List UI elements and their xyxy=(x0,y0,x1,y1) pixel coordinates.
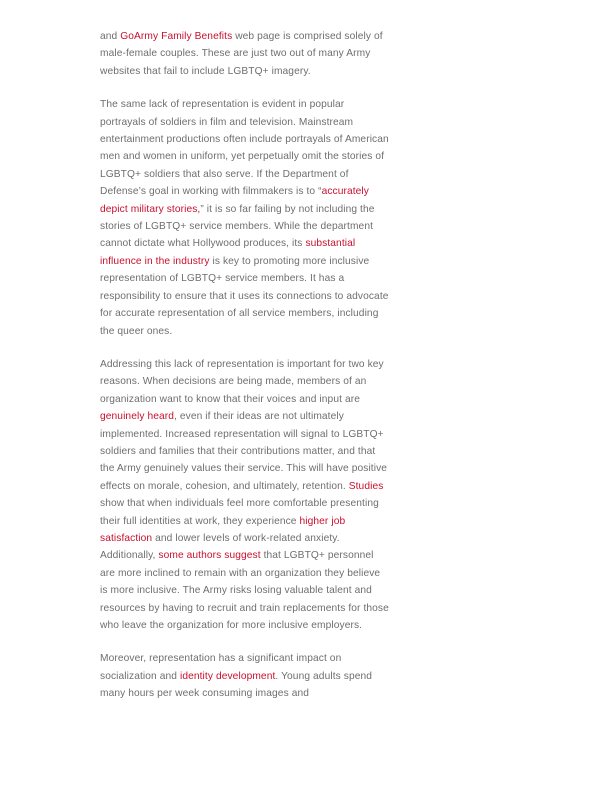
link-identity-development[interactable]: identity development xyxy=(179,670,276,682)
paragraph-1 xyxy=(100,28,390,80)
text: , even if their ideas are not ultimately implemented. Increased representation will signal to LGBTQ+ soldiers and families that their contributions matter, and that the Army genuinely values their service. This will have positive effects on morale, cohesion, and ultimately, retention. xyxy=(100,411,388,492)
text: show that when individuals feel more comfortable presenting their full identities at work, they experience xyxy=(100,498,379,527)
link-studies[interactable]: Studies xyxy=(348,480,384,492)
text: Moreover, representation has a significant impact on socialization and xyxy=(100,653,342,682)
article-body xyxy=(100,28,390,719)
text: that LGBTQ+ personnel are more inclined to remain with an organization they believe is more inclusive. The Army risks losing valuable talent and resources by having to recruit and train replacements for those who leave the organization for more inclusive employers. xyxy=(100,550,389,631)
text: and xyxy=(100,31,121,42)
paragraph-2 xyxy=(100,96,390,340)
text: The same lack of representation is evident in popular portrayals of soldiers in film and television. Mainstream entertainment productions often include portrayals of American men and women in uniform, yet perpetually omit the stories of LGBTQ+ soldiers that also serve. If the Department of Defense’s goal in working with filmmakers is to “ xyxy=(100,99,389,198)
link-substantial-influence[interactable]: substantial influence in the industry xyxy=(100,238,356,267)
text: Addressing this lack of representation is important for two key reasons. When decisions are being made, members of an organization want to know that their voices and input are xyxy=(100,358,384,405)
paragraph-4 xyxy=(100,650,390,702)
link-genuinely-heard[interactable]: genuinely heard xyxy=(100,411,175,423)
link-higher-job-satisfaction[interactable]: higher job satisfaction xyxy=(100,515,346,544)
link-goarmy-family-benefits[interactable]: GoArmy Family Benefits xyxy=(120,31,233,42)
paragraph-3 xyxy=(100,356,390,635)
text: . Young adults spend many hours per week consuming images and xyxy=(100,670,373,700)
text: web page is comprised solely of male-female couples. These are just two out of many Army websites that fail to include LGBTQ+ imagery. xyxy=(100,31,383,77)
text: and lower levels of work-related anxiety. Additionally, xyxy=(100,532,340,562)
link-accurately-depict-military-stories[interactable]: accurately depict military stories, xyxy=(100,186,369,215)
link-some-authors-suggest[interactable]: some authors suggest xyxy=(158,550,261,562)
text: ” it is so far failing by not including the stories of LGBTQ+ service members. While the department cannot dictate what Hollywood produces, its xyxy=(100,203,375,250)
text: is key to promoting more inclusive representation of LGBTQ+ service members. It has a responsibility to ensure that it uses its connections to advocate for accurate representation of all service members, including the queer ones. xyxy=(100,255,389,337)
